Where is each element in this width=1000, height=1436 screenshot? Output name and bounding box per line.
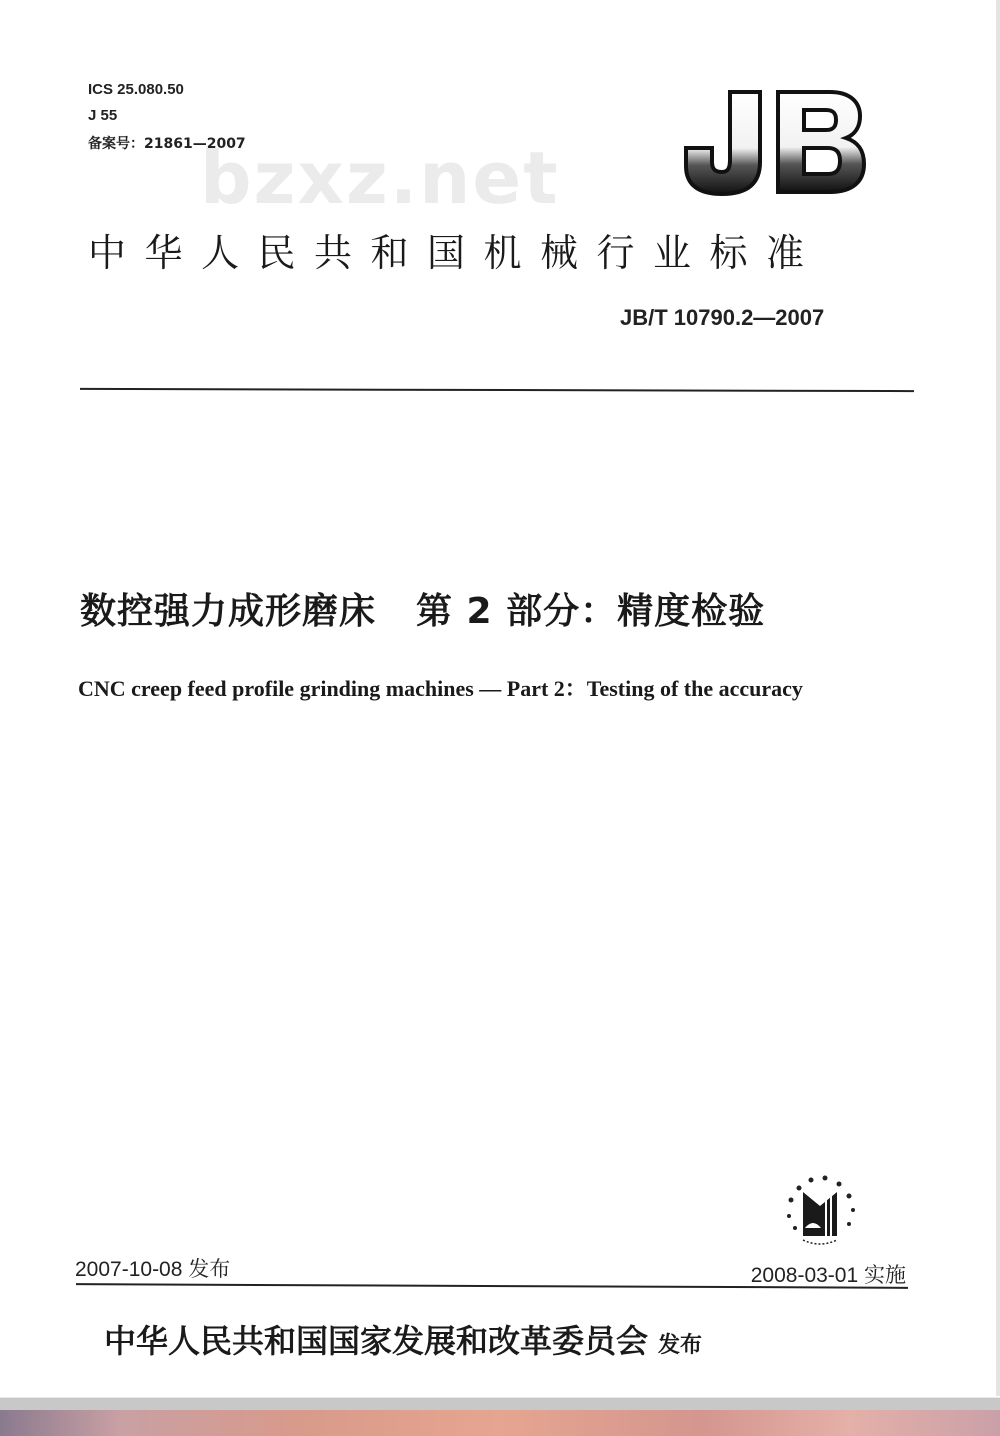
issuer-suffix: 发布 [658, 1333, 703, 1358]
record-number: 备案号：21861—2007 [88, 136, 246, 152]
watermark: bzxz.net [200, 136, 560, 220]
title-english: CNC creep feed profile grinding machines — Part 2：Testing of the accuracy [78, 676, 803, 701]
ics-code: ICS 25.080.50 [88, 81, 184, 98]
jb-logo-icon [682, 86, 866, 198]
standard-number: JB/T 10790.2—2007 [620, 305, 825, 330]
implementation-date: 2008-03-01 实施 [750, 1264, 906, 1287]
issue-date: 2007-10-08 发布 [75, 1258, 231, 1281]
title-chinese-part: 第 2 部分：精度检验 [416, 591, 766, 632]
title-chinese [80, 583, 765, 634]
desktop-background [0, 1410, 1000, 1436]
org-title: 中华人民共和国机械行业标准 [88, 231, 823, 275]
issuer-name: 中华人民共和国国家发展和改革委员会 [104, 1322, 649, 1360]
title-chinese-main: 数控强力成形磨床 [80, 591, 377, 632]
viewer-footer-bar [0, 1397, 1000, 1410]
publisher-logo-icon [775, 1170, 865, 1250]
ccs-code: J 55 [88, 107, 118, 124]
issuer [104, 1316, 702, 1362]
